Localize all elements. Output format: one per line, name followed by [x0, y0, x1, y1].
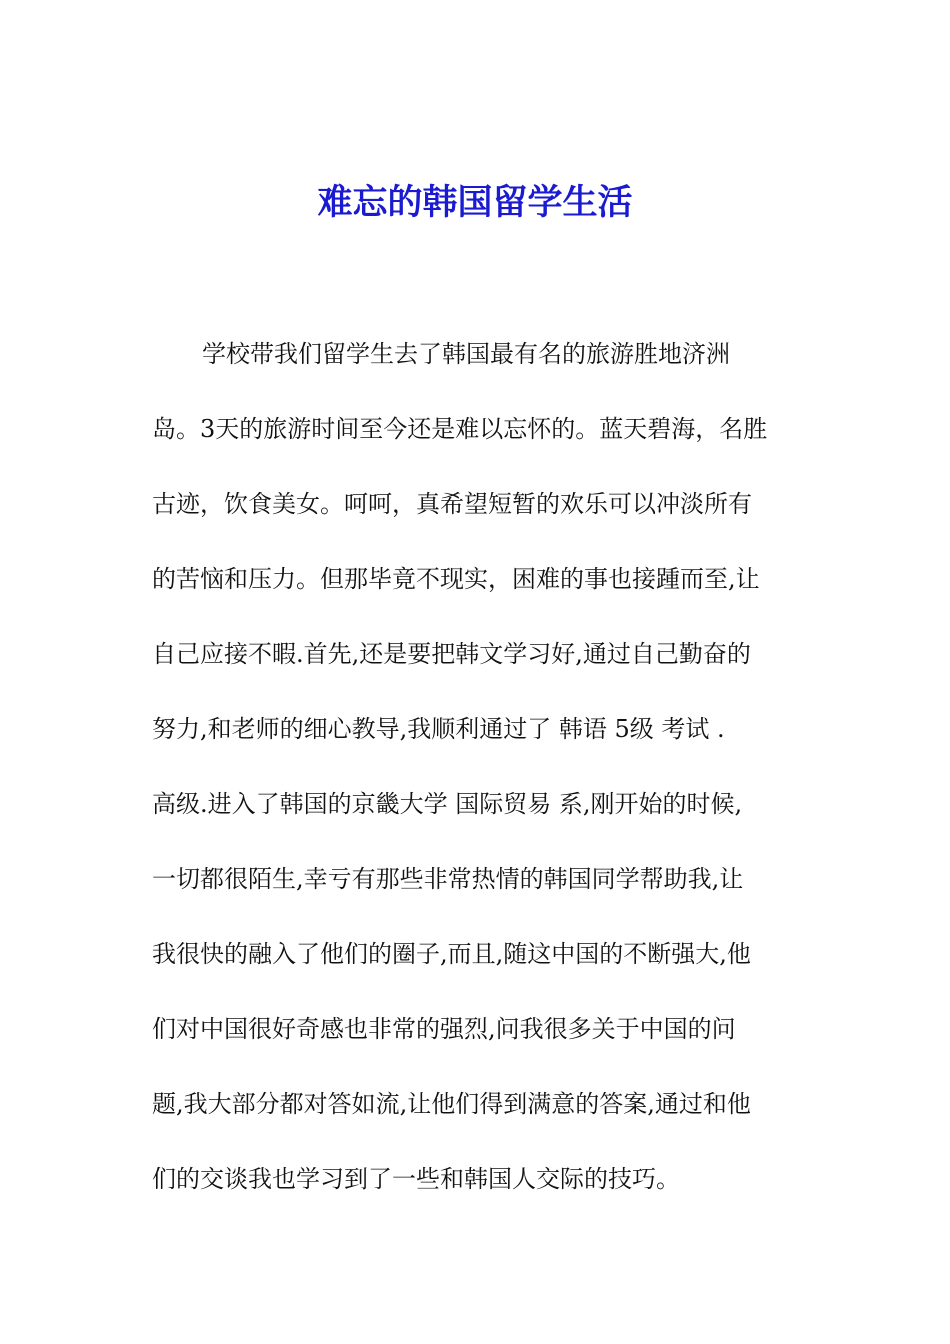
paragraph-line: 岛。3天的旅游时间至今还是难以忘怀的。蓝天碧海，名胜 [152, 415, 768, 443]
paragraph-line: 高级.进入了韩国的京畿大学 国际贸易 系,刚开始的时候, [152, 790, 743, 818]
document-body [152, 334, 822, 1234]
paragraph-line: 努力,和老师的细心教导,我顺利通过了 韩语 5级 考试 . [152, 715, 725, 743]
paragraph-line: 一切都很陌生,幸亏有那些非常热情的韩国同学帮助我,让 [152, 865, 744, 893]
paragraph-line: 古迹，饮食美女。呵呵，真希望短暂的欢乐可以冲淡所有 [152, 490, 752, 518]
paragraph-line: 学校带我们留学生去了韩国最有名的旅游胜地济洲 [202, 340, 730, 368]
paragraph-line: 题,我大部分都对答如流,让他们得到满意的答案,通过和他 [152, 1090, 751, 1118]
paragraph-line: 们的交谈我也学习到了一些和韩国人交际的技巧。 [152, 1165, 680, 1193]
paragraph-line: 们对中国很好奇感也非常的强烈,问我很多关于中国的问 [152, 1015, 736, 1043]
paragraph-line: 自己应接不暇.首先,还是要把韩文学习好,通过自己勤奋的 [152, 640, 751, 668]
document-title: 难忘的韩国留学生活 [317, 182, 633, 223]
paragraph-line: 的苦恼和压力。但那毕竟不现实，困难的事也接踵而至,让 [152, 565, 760, 593]
paragraph-line: 我很快的融入了他们的圈子,而且,随这中国的不断强大,他 [152, 940, 751, 968]
